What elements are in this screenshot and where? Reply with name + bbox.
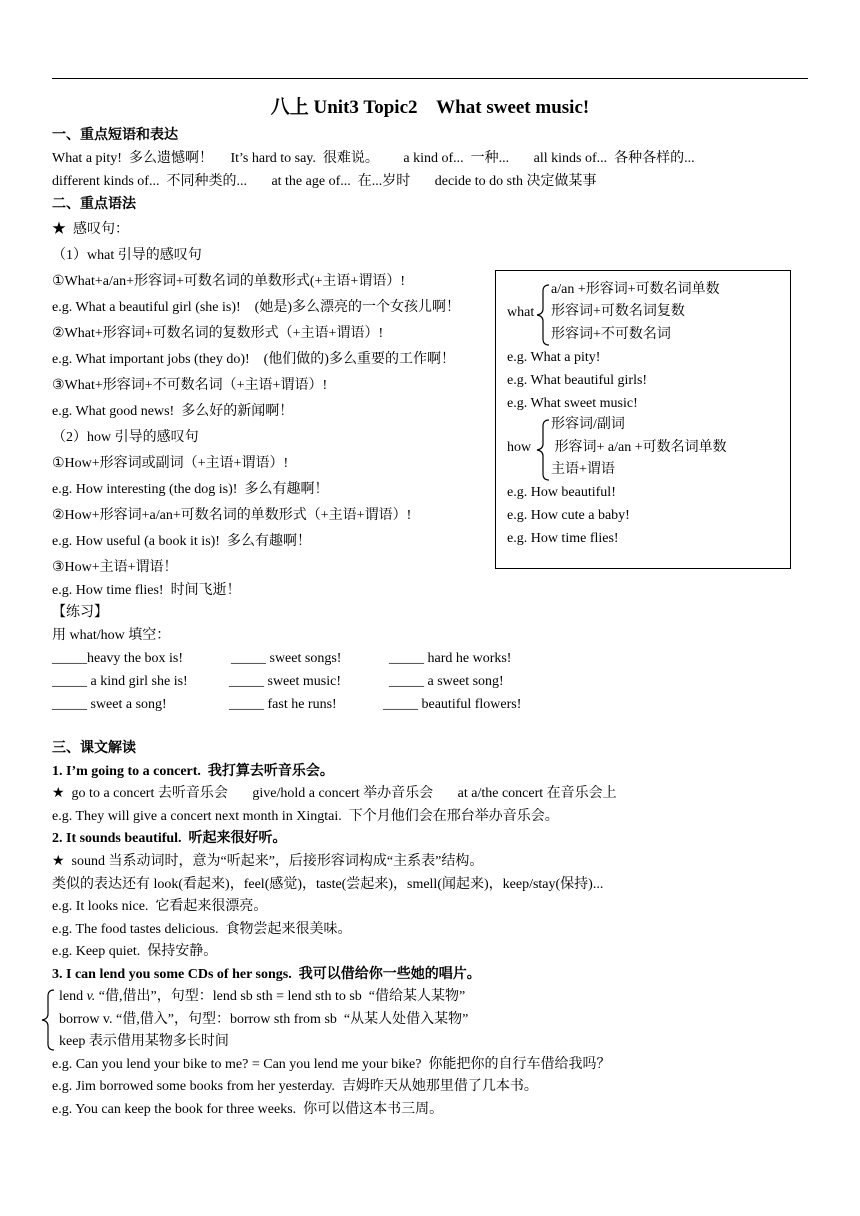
box-what-option-2: 形容词+可数名词复数 bbox=[551, 304, 685, 319]
header-rule bbox=[52, 78, 808, 79]
page-title: 八上 Unit3 Topic2 What sweet music! bbox=[270, 97, 590, 118]
box-how-example-3: e.g. How time flies! bbox=[507, 531, 619, 546]
point-3-example-2: e.g. Jim borrowed some books from her yesterday. 吉姆昨天从她那里借了几本书。 bbox=[52, 1079, 538, 1094]
what-example-2: e.g. What important jobs (they do)! (他们做的)多么重要的工作啊！ bbox=[52, 352, 455, 367]
exclamation-intro: ★ 感叹句： bbox=[52, 222, 129, 237]
how-rule-2: ②How+形容词+a/an+可数名词的单数形式（+主语+谓语）! bbox=[52, 508, 412, 523]
box-what-example-2: e.g. What beautiful girls! bbox=[507, 373, 648, 388]
section-3-heading: 三、课文解读 bbox=[52, 741, 136, 756]
point-1-title: 1. I’m going to a concert. 我打算去听音乐会。 bbox=[52, 764, 334, 779]
point-1-example: e.g. They will give a concert next month in Xingtai. 下个月他们会在邢台举办音乐会。 bbox=[52, 809, 559, 824]
what-brace-icon bbox=[535, 283, 551, 347]
what-rule-1: ①What+a/an+形容词+可数名词的单数形式(+主语+谓语）! bbox=[52, 274, 405, 289]
section-2-heading: 二、重点语法 bbox=[52, 197, 136, 212]
box-how-label: how bbox=[507, 440, 532, 455]
what-subheading: （1）what 引导的感叹句 bbox=[52, 248, 202, 263]
practice-item: _____ sweet a song! bbox=[52, 697, 167, 712]
what-rule-3: ③What+形容词+不可数名词（+主语+谓语）! bbox=[52, 378, 328, 393]
practice-item: _____heavy the box is! bbox=[52, 651, 184, 666]
box-what-label: what bbox=[507, 305, 535, 320]
point-2-example-1: e.g. It looks nice. 它看起来很漂亮。 bbox=[52, 899, 268, 914]
point-3-title: 3. I can lend you some CDs of her songs. 我可以借给你一些她的唱片。 bbox=[52, 967, 481, 982]
section-1-heading: 一、重点短语和表达 bbox=[52, 128, 178, 143]
lend-meaning: “借,借出”，句型：lend sb sth = lend sth to sb “借给某人某物” bbox=[95, 989, 466, 1004]
point-2-title: 2. It sounds beautiful. 听起来很好听。 bbox=[52, 831, 287, 846]
practice-item: _____ a sweet song! bbox=[389, 674, 504, 689]
box-how-option-2: 形容词+ a/an +可数名词单数 bbox=[551, 440, 727, 455]
practice-item: _____ fast he runs! bbox=[229, 697, 337, 712]
practice-item: _____ hard he works! bbox=[389, 651, 512, 666]
box-how-example-1: e.g. How beautiful! bbox=[507, 485, 616, 500]
lend-pos: v. bbox=[86, 989, 96, 1004]
point-2-note: ★ sound 当系动词时，意为“听起来”，后接形容词构成“主系表”结构。 bbox=[52, 854, 484, 869]
what-example-1: e.g. What a beautiful girl (she is)! (她是)多么漂亮的一个女孩儿啊！ bbox=[52, 300, 461, 315]
practice-item: _____ beautiful flowers! bbox=[383, 697, 522, 712]
how-rule-3: ③How+主语+谓语！ bbox=[52, 560, 178, 575]
practice-instructions: 用 what/how 填空： bbox=[52, 628, 171, 643]
practice-item: _____ a kind girl she is! bbox=[52, 674, 188, 689]
point-1-phrases: ★ go to a concert 去听音乐会 give/hold a concert 举办音乐会 at a/the concert 在音乐会上 bbox=[52, 786, 617, 801]
phrases-line-1: What a pity! 多么遗憾啊！ It’s hard to say. 很难说。 a kind of... 一种... all kinds of... 各种各样的... bbox=[52, 151, 695, 166]
box-how-example-2: e.g. How cute a baby! bbox=[507, 508, 630, 523]
point-3-example-3: e.g. You can keep the book for three weeks. 你可以借这本书三周。 bbox=[52, 1102, 444, 1117]
lend-word: lend bbox=[59, 989, 87, 1004]
box-what-option-1: a/an +形容词+可数名词单数 bbox=[551, 282, 720, 297]
what-rule-2: ②What+形容词+可数名词的复数形式（+主语+谓语）! bbox=[52, 326, 384, 341]
what-example-3: e.g. What good news! 多么好的新闻啊！ bbox=[52, 404, 294, 419]
how-example-3: e.g. How time flies! 时间飞逝！ bbox=[52, 583, 241, 598]
point-2-similar: 类似的表达还有 look(看起来)，feel(感觉)，taste(尝起来)，smell(闻起来)，keep/stay(保持)... bbox=[52, 877, 604, 892]
point-2-example-3: e.g. Keep quiet. 保持安静。 bbox=[52, 944, 218, 959]
box-what-example-1: e.g. What a pity! bbox=[507, 350, 601, 365]
box-what-option-3: 形容词+不可数名词 bbox=[551, 327, 671, 342]
box-how-option-3: 主语+谓语 bbox=[551, 462, 615, 477]
how-example-2: e.g. How useful (a book it is)! 多么有趣啊！ bbox=[52, 534, 311, 549]
practice-heading: 【练习】 bbox=[52, 605, 108, 620]
how-brace-icon bbox=[535, 418, 551, 482]
how-subheading: （2）how 引导的感叹句 bbox=[52, 430, 199, 445]
phrases-line-2: different kinds of... 不同种类的... at the age of... 在...岁时 decide to do sth 决定做某事 bbox=[52, 174, 597, 189]
lend-note bbox=[59, 988, 465, 1006]
box-how-option-1: 形容词/副词 bbox=[551, 417, 625, 432]
borrow-note: borrow v. “借,借入”，句型：borrow sth from sb “从某人处借入某物” bbox=[59, 1012, 469, 1027]
how-rule-1: ①How+形容词或副词（+主语+谓语）! bbox=[52, 456, 289, 471]
practice-item: _____ sweet songs! bbox=[231, 651, 342, 666]
lend-brace-icon bbox=[40, 988, 56, 1052]
how-example-1: e.g. How interesting (the dog is)! 多么有趣啊！ bbox=[52, 482, 329, 497]
point-3-example-1: e.g. Can you lend your bike to me? = Can you lend me your bike? 你能把你的自行车借给我吗？ bbox=[52, 1057, 611, 1072]
box-what-example-3: e.g. What sweet music! bbox=[507, 396, 638, 411]
point-2-example-2: e.g. The food tastes delicious. 食物尝起来很美味。 bbox=[52, 922, 352, 937]
keep-note: keep 表示借用某物多长时间 bbox=[59, 1034, 229, 1049]
practice-item: _____ sweet music! bbox=[229, 674, 341, 689]
